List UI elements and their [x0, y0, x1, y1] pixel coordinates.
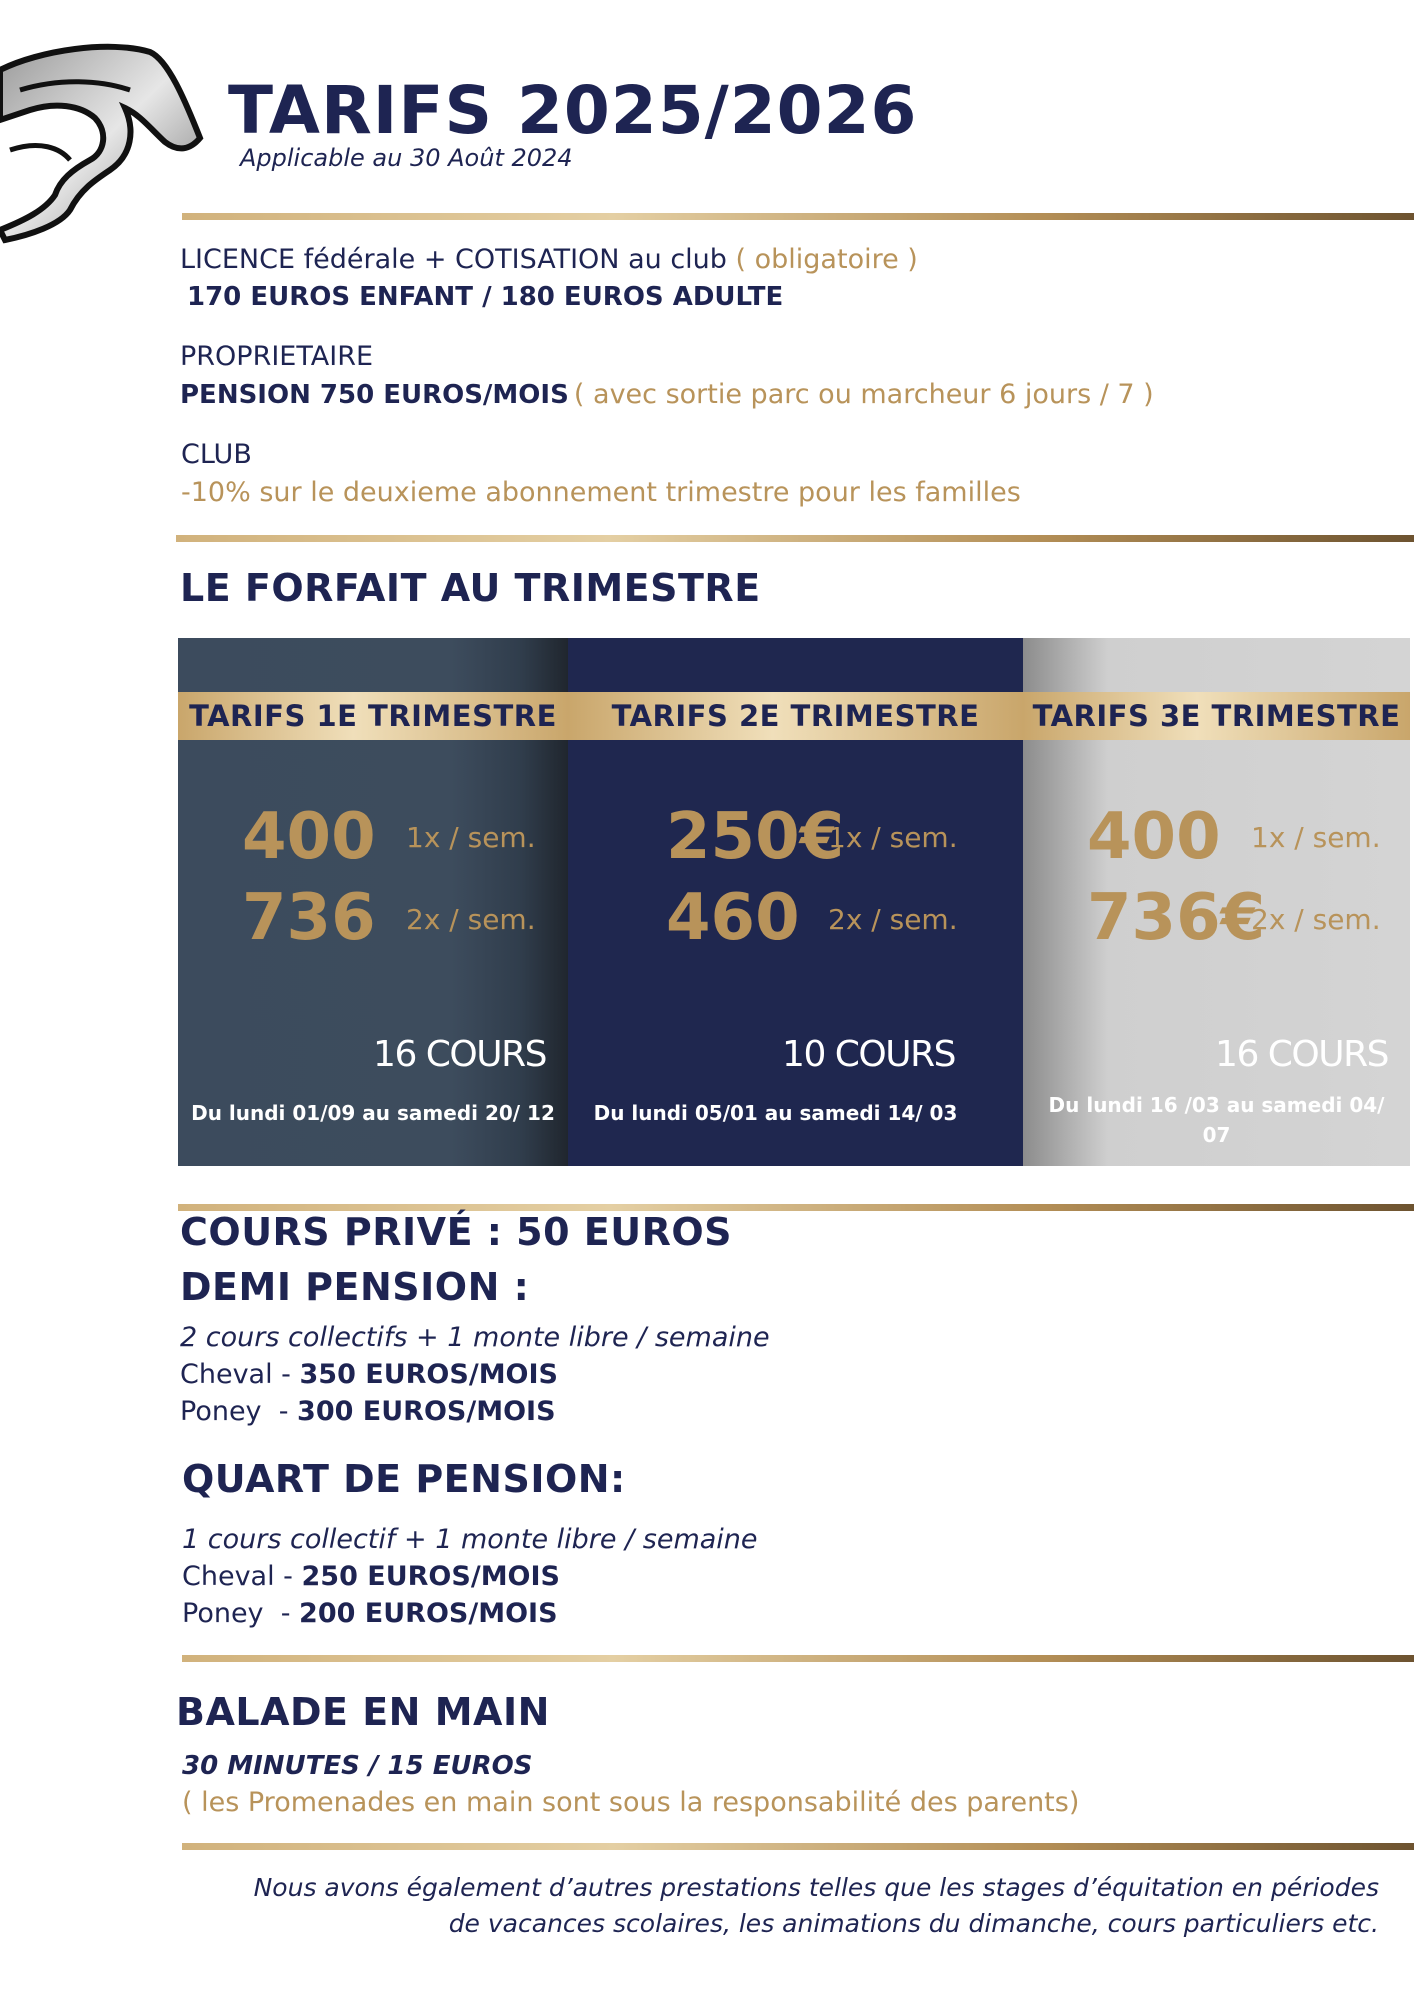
- quart-pension-cheval: [182, 1561, 560, 1593]
- freq-1x: 1x / sem.: [1251, 821, 1381, 854]
- licence-line: [180, 244, 918, 276]
- date-range: Du lundi 16 /03 au samedi 04/ 07: [1048, 1093, 1385, 1147]
- poney-price: 200 EUROS/MOIS: [299, 1598, 558, 1629]
- page-title: TARIFS 2025/2026: [228, 72, 918, 149]
- price-2x: 736€: [1087, 881, 1266, 955]
- balade-heading: BALADE EN MAIN: [176, 1690, 550, 1734]
- quart-pension-poney: [182, 1598, 558, 1630]
- balade-note: ( les Promenades en main sont sous la responsabilité des parents): [182, 1787, 1080, 1818]
- price-1x: 400: [242, 800, 376, 874]
- price-2x: 736: [242, 881, 376, 955]
- page-subtitle: Applicable au 30 Août 2024: [240, 144, 573, 172]
- footer-note: [179, 1870, 1379, 1942]
- horse-head-icon: [0, 20, 210, 260]
- club-label: CLUB: [181, 439, 252, 470]
- proprietaire-note: ( avec sortie parc ou marcheur 6 jours / 7 ): [573, 379, 1154, 410]
- poney-price: 300 EUROS/MOIS: [297, 1396, 556, 1427]
- price-card-trimestre-2: [568, 638, 1023, 1166]
- cours-count: 10 COURS: [782, 1034, 955, 1075]
- price-card-trimestre-1: [178, 638, 568, 1166]
- card-title: TARIFS 3E TRIMESTRE: [1023, 692, 1410, 740]
- cours-count: 16 COURS: [1215, 1034, 1388, 1075]
- price-2x: 460: [666, 881, 800, 955]
- divider: [182, 1655, 1414, 1662]
- licence-label: LICENCE fédérale + COTISATION au club: [180, 244, 727, 275]
- demi-pension-heading: DEMI PENSION :: [180, 1265, 530, 1309]
- price-1x: 400: [1087, 800, 1221, 874]
- club-note: -10% sur le deuxieme abonnement trimestre pour les familles: [181, 477, 1021, 508]
- quart-pension-desc: 1 cours collectif + 1 monte libre / semaine: [182, 1524, 758, 1555]
- cours-count: 16 COURS: [373, 1034, 546, 1075]
- demi-pension-cheval: [180, 1359, 558, 1391]
- proprietaire-label: PROPRIETAIRE: [180, 341, 374, 372]
- date-range: Du lundi 01/09 au samedi 20/ 12: [191, 1101, 555, 1125]
- poney-label: Poney -: [180, 1396, 298, 1427]
- proprietaire-line: [180, 379, 1154, 411]
- freq-1x: 1x / sem.: [828, 821, 958, 854]
- cheval-label: Cheval -: [182, 1561, 302, 1592]
- freq-2x: 2x / sem.: [828, 903, 958, 936]
- footer-line-2: de vacances scolaires, les animations du dimanche, cours particuliers etc.: [448, 1909, 1379, 1938]
- forfait-heading: LE FORFAIT AU TRIMESTRE: [180, 566, 761, 610]
- cheval-label: Cheval -: [180, 1359, 300, 1390]
- licence-note: ( obligatoire ): [735, 244, 918, 275]
- divider: [176, 535, 1414, 542]
- price-1x: 250€: [666, 800, 845, 874]
- cours-prive: COURS PRIVÉ : 50 EUROS: [180, 1210, 733, 1254]
- poney-label: Poney -: [182, 1598, 300, 1629]
- freq-2x: 2x / sem.: [1251, 903, 1381, 936]
- cheval-price: 350 EUROS/MOIS: [299, 1359, 559, 1390]
- divider: [182, 213, 1414, 220]
- licence-price: 170 EUROS ENFANT / 180 EUROS ADULTE: [187, 282, 784, 312]
- balade-price: 30 MINUTES / 15 EUROS: [182, 1751, 533, 1781]
- freq-2x: 2x / sem.: [406, 903, 536, 936]
- proprietaire-price: PENSION 750 EUROS/MOIS: [180, 380, 569, 410]
- quart-pension-heading: QUART DE PENSION:: [182, 1457, 626, 1501]
- date-range: Du lundi 05/01 au samedi 14/ 03: [593, 1101, 958, 1125]
- freq-1x: 1x / sem.: [406, 821, 536, 854]
- footer-line-1: Nous avons également d’autres prestations telles que les stages d’équitation en périodes: [253, 1873, 1379, 1902]
- card-title: TARIFS 1E TRIMESTRE: [178, 692, 568, 740]
- demi-pension-desc: 2 cours collectifs + 1 monte libre / semaine: [180, 1322, 770, 1353]
- demi-pension-poney: [180, 1396, 556, 1428]
- divider: [182, 1843, 1414, 1850]
- cheval-price: 250 EUROS/MOIS: [301, 1561, 561, 1592]
- price-card-trimestre-3: [1023, 638, 1410, 1166]
- card-title: TARIFS 2E TRIMESTRE: [568, 692, 1023, 740]
